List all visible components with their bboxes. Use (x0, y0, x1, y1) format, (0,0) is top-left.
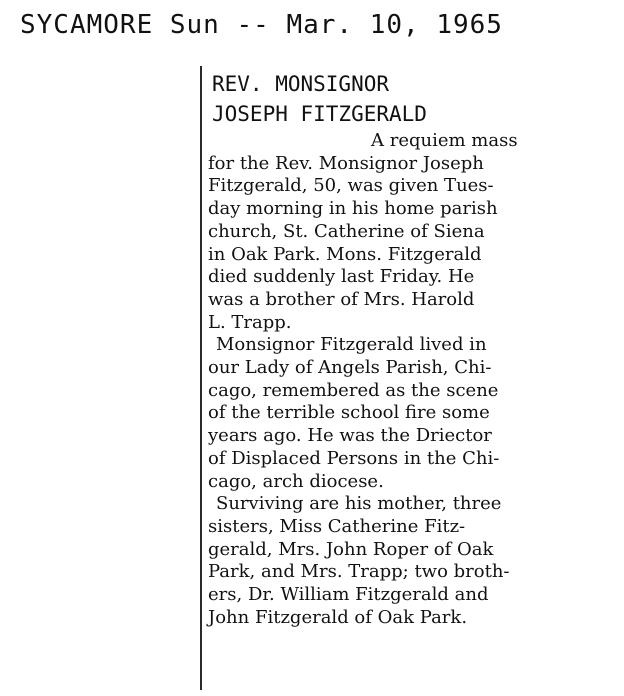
body-line: of Displaced Persons in the Chi- (208, 447, 500, 469)
body-line: Fitzgerald, 50, was given Tues- (208, 175, 494, 197)
newspaper-header: SYCAMORE Sun -- Mar. 10, 1965 (20, 10, 503, 40)
column-rule (200, 66, 202, 690)
body-line: cago, arch diocese. (208, 470, 384, 492)
body-line: in Oak Park. Mons. Fitzgerald (208, 243, 482, 265)
body-line: Surviving are his mother, three (216, 493, 502, 515)
body-line: A requiem mass (371, 130, 518, 151)
body-line: sisters, Miss Catherine Fitz- (208, 515, 466, 537)
body-line: our Lady of Angels Parish, Chi- (208, 357, 492, 379)
body-line: cago, remembered as the scene (208, 379, 499, 401)
body-line: for the Rev. Monsignor Joseph (208, 152, 484, 174)
body-line: years ago. He was the Driector (208, 425, 492, 447)
article-body (208, 130, 588, 629)
body-line: Monsignor Fitzgerald lived in (216, 334, 487, 356)
body-line: died suddenly last Friday. He (208, 266, 475, 288)
body-line: John Fitzgerald of Oak Park. (208, 606, 468, 628)
body-line: gerald, Mrs. John Roper of Oak (208, 538, 494, 560)
body-line: day morning in his home parish (208, 198, 498, 220)
headline-line-2: JOSEPH FITZGERALD (212, 102, 427, 126)
body-line: church, St. Catherine of Siena (208, 220, 485, 242)
body-line: L. Trapp. (208, 311, 292, 333)
headline-line-1: REV. MONSIGNOR (212, 72, 390, 96)
body-line: was a brother of Mrs. Harold (208, 288, 475, 310)
body-line: of the terrible school fire some (208, 402, 490, 424)
body-line: ers, Dr. William Fitzgerald and (208, 584, 489, 606)
body-line: Park, and Mrs. Trapp; two broth- (208, 561, 510, 583)
